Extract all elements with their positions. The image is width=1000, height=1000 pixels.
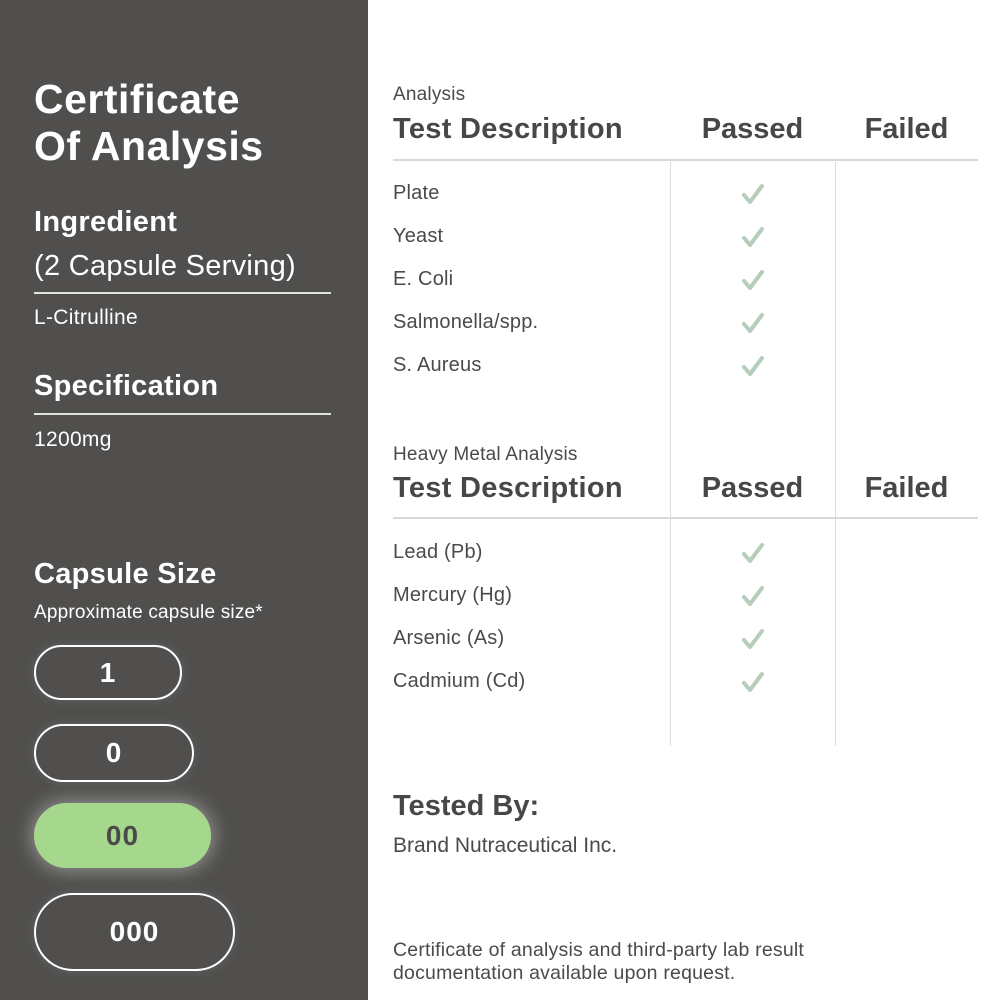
analysis-section-label: Analysis [393, 84, 466, 105]
capsule-size-label: 1 [99, 656, 117, 688]
page-title-line1: Certificate [34, 76, 241, 122]
passed-check-icon [670, 351, 835, 381]
table-row [393, 215, 978, 258]
capsule-size-label: 00 [105, 819, 140, 851]
table-row [393, 344, 978, 387]
table-row [393, 301, 978, 344]
passed-check-icon [670, 667, 835, 697]
test-name: Plate [393, 182, 440, 204]
test-name: Salmonella/spp. [393, 311, 539, 333]
page-title-line2: Of Analysis [34, 123, 264, 169]
ingredient-heading: Ingredient [34, 206, 178, 238]
column-header-passed: Passed [701, 472, 804, 504]
heavy-metal-section-label: Heavy Metal Analysis [393, 444, 578, 465]
passed-check-icon [670, 624, 835, 654]
tested-by-heading: Tested By: [393, 790, 540, 822]
test-name: Mercury (Hg) [393, 584, 513, 606]
capsule-size-label: 0 [105, 737, 123, 768]
header-rule [393, 517, 978, 519]
passed-check-icon [670, 308, 835, 338]
test-name: S. Aureus [393, 354, 482, 376]
tested-by-value: Brand Nutraceutical Inc. [393, 834, 618, 857]
ingredient-subheading: (2 Capsule Serving) [34, 250, 296, 282]
capsule-size-option-000 [34, 893, 235, 971]
table-row [393, 660, 978, 703]
test-name: Yeast [393, 225, 444, 247]
capsule-size-option-0 [34, 724, 194, 782]
test-name: Arsenic (As) [393, 627, 505, 649]
analysis-table-body [393, 172, 978, 387]
capsule-size-heading: Capsule Size [34, 558, 217, 590]
column-header-failed: Failed [864, 472, 949, 504]
heavy-metal-table-body [393, 531, 978, 703]
passed-check-icon [670, 222, 835, 252]
test-name: Lead (Pb) [393, 541, 483, 563]
table-row [393, 574, 978, 617]
column-header-passed: Passed [701, 113, 804, 145]
table-row [393, 258, 978, 301]
table-row [393, 617, 978, 660]
capsule-size-option-1 [34, 645, 182, 700]
capsule-size-option-00-selected [34, 803, 211, 868]
test-name: E. Coli [393, 268, 454, 290]
divider [34, 413, 331, 415]
passed-check-icon [670, 538, 835, 568]
header-rule [393, 159, 978, 161]
ingredient-value: L-Citrulline [34, 306, 138, 329]
passed-check-icon [670, 581, 835, 611]
footnote: Certificate of analysis and third-party lab result documentation available upon request. [393, 939, 805, 984]
column-header-test-description: Test Description [393, 472, 623, 504]
divider [34, 292, 331, 294]
passed-check-icon [670, 265, 835, 295]
column-header-test-description: Test Description [393, 113, 623, 145]
column-header-failed: Failed [864, 113, 949, 145]
table-row [393, 531, 978, 574]
table-row [393, 172, 978, 215]
capsule-size-label: 000 [109, 916, 160, 947]
passed-check-icon [670, 179, 835, 209]
capsule-size-note: Approximate capsule size* [34, 602, 263, 623]
page-title [34, 76, 264, 170]
specification-heading: Specification [34, 370, 219, 402]
specification-value: 1200mg [34, 428, 112, 451]
test-name: Cadmium (Cd) [393, 670, 526, 692]
sidebar [0, 0, 368, 1000]
